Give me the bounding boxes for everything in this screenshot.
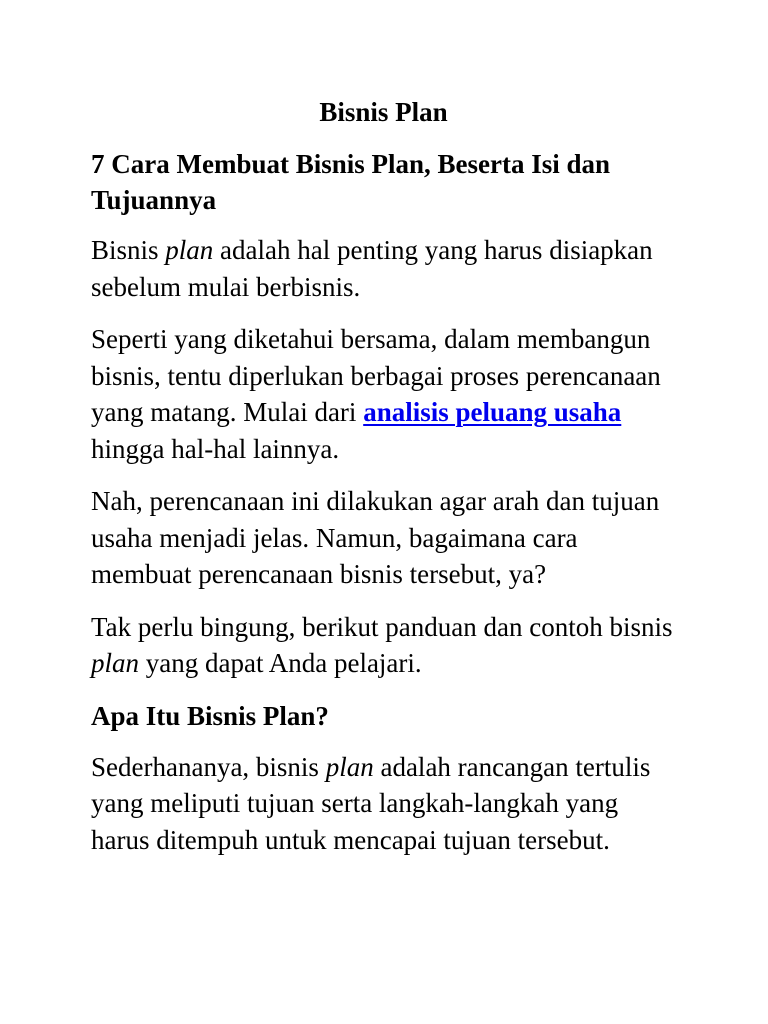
guide-italic-plan: plan bbox=[91, 648, 140, 678]
intro-italic-plan: plan bbox=[165, 235, 214, 265]
definition-italic-plan: plan bbox=[325, 751, 374, 782]
planning-text-after: hingga hal-hal lainnya. bbox=[91, 433, 340, 464]
intro-text-end: adalah hal penting yang harus disiapkan sebelum mulai berbisnis. bbox=[91, 235, 653, 302]
guide-text-start: Tak perlu bingung, berikut panduan dan contoh bisnis bbox=[91, 611, 673, 642]
section-heading: Apa Itu Bisnis Plan? bbox=[91, 700, 329, 731]
intro-text-start: Bisnis bbox=[91, 235, 166, 265]
guide-text-end: yang dapat Anda pelajari. bbox=[139, 648, 422, 678]
intro-paragraph bbox=[91, 232, 676, 305]
planning-text: Seperti yang diketahui bersama, dalam membangun bisnis, tentu diperlukan berbagai proses perencanaan yang matang. Mulai dari bbox=[91, 324, 661, 427]
document-title: Bisnis Plan bbox=[319, 97, 448, 127]
analisis-peluang-usaha-link[interactable]: analisis peluang usaha bbox=[363, 397, 622, 427]
definition-paragraph bbox=[91, 749, 676, 859]
guide-paragraph bbox=[91, 609, 676, 682]
main-heading: 7 Cara Membuat Bisnis Plan, Beserta Isi dan Tujuannya bbox=[91, 149, 611, 215]
planning-paragraph bbox=[91, 321, 676, 467]
direction-paragraph: Nah, perencanaan ini dilakukan agar arah dan tujuan usaha menjadi jelas. Namun, bagaimana cara membuat perencanaan bisnis tersebut, ya? bbox=[91, 486, 660, 589]
definition-text-end: adalah rancangan tertulis yang meliputi tujuan serta langkah-langkah yang harus ditempuh untuk mencapai tujuan tersebut. bbox=[91, 751, 651, 855]
definition-text-start: Sederhananya, bisnis bbox=[91, 751, 326, 782]
